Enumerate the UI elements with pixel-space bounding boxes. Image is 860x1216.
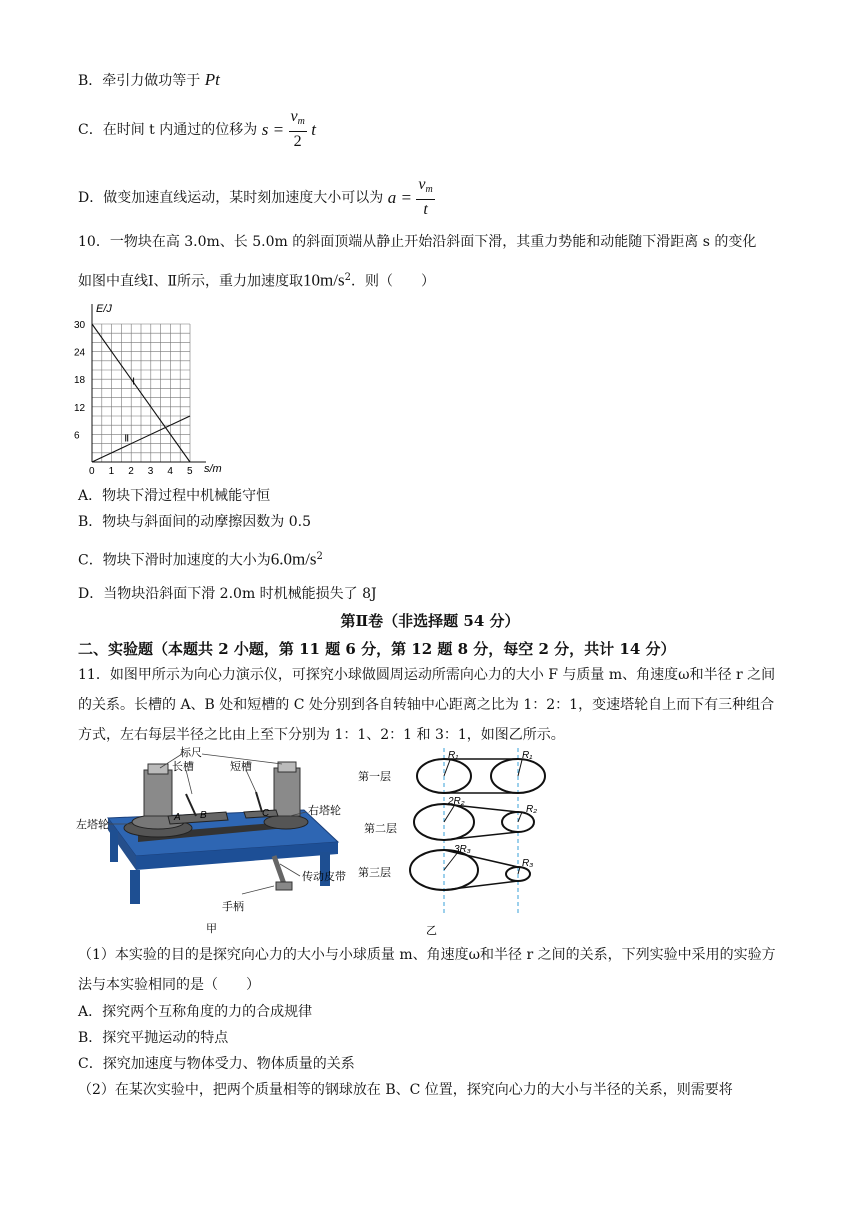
caption-yi: 乙: [426, 925, 437, 937]
series-label-1: Ⅰ: [132, 376, 136, 388]
q11-part1: （1）本实验的目的是探究向心力的大小与小球质量 m、角速度ω和半径 r 之间的关系，下列实验中采用的实验方法与本实验相同的是（ ）: [78, 947, 776, 993]
q10-option-d: D．当物块沿斜面下滑 2.0m 时机械能损失了 8J: [78, 586, 377, 602]
y-tick-label: 30: [74, 320, 86, 331]
y-tick-label: 12: [74, 402, 86, 414]
x-tick-label: 5: [187, 466, 193, 477]
label-c: C: [262, 808, 270, 819]
layer-3-label: 第三层: [358, 867, 391, 879]
q9-option-d-fraction: $\frac{v_m}{t}$: [418, 176, 433, 218]
q10-option-c: C．物块下滑时加速度的大小为$6.0m/s^2$: [78, 549, 323, 569]
right-radius-2: R₂: [526, 804, 538, 815]
label-belt: 传动皮带: [302, 871, 346, 883]
caption-jia: 甲: [206, 923, 217, 935]
layer-2-label: 第二层: [364, 823, 397, 835]
q10-option-a: A．物块下滑过程中机械能守恒: [78, 488, 271, 504]
x-tick-label: 2: [128, 466, 134, 477]
left-radius-3: 3R₃: [454, 844, 471, 855]
right-radius-1: R₁: [522, 750, 533, 761]
q11-part1-option-c: C．探究加速度与物体受力、物体质量的关系: [78, 1056, 355, 1072]
chart-axes: [92, 304, 206, 462]
label-handle: 手柄: [222, 901, 244, 913]
label-long-slot: 长槽: [172, 761, 194, 773]
chart-x-axis-label: s/m: [204, 463, 222, 475]
y-tick-label: 18: [74, 375, 86, 387]
label-short-slot: 短槽: [230, 761, 252, 773]
y-tick-label: 6: [74, 430, 80, 442]
q11-part1-option-b: B．探究平抛运动的特点: [78, 1030, 229, 1046]
q9-option-c-fraction: $\frac{v_m}{2}$: [290, 108, 305, 150]
layer-1-label: 第一层: [358, 771, 391, 783]
q11-part1-option-a: A．探究两个互称角度的力的合成规律: [78, 1004, 313, 1020]
series-label-2: Ⅱ: [124, 433, 130, 445]
left-radius-1: R₁: [448, 750, 459, 761]
y-tick-label: 24: [74, 347, 86, 359]
tower-wheel-layers-figure: [350, 746, 570, 938]
q9-option-b-formula: Pt: [204, 70, 220, 89]
x-tick-label: 4: [167, 466, 173, 477]
x-tick-label: 3: [147, 466, 154, 477]
label-a: A: [174, 812, 181, 823]
label-right-wheel: 右塔轮: [308, 805, 341, 817]
centripetal-force-apparatus-figure: [76, 746, 356, 936]
label-b: B: [200, 810, 207, 821]
section-title: 第Ⅱ卷（非选择题 54 分）: [340, 612, 520, 630]
left-radius-2: 2R₂: [448, 796, 465, 807]
label-left-wheel: 左塔轮: [76, 819, 109, 831]
q11-stem: 11．如图甲所示为向心力演示仪，可探究小球做圆周运动所需向心力的大小 F 与质量 m、角速度ω和半径 r 之间的关系。长槽的 A、B 处和短槽的 C 处分别到各自转轴中心距离之比为 1：2：1，变速塔轮自上而下有三种组合方式，左右每层半径之比由上至下分别为 1：1、2：1 和 3：1，如图乙所示。: [78, 667, 776, 743]
q10-option-b: B．物块与斜面间的动摩擦因数为 0.5: [78, 514, 312, 530]
q10-stem-line2: 如图中直线Ⅰ、Ⅱ所示，重力加速度取$10m/s^2$．则（ ）: [78, 270, 435, 290]
q11-part2: （2）在某次实验中，把两个质量相等的钢球放在 B、C 位置，探究向心力的大小与半径的关系，则需要将: [78, 1082, 733, 1098]
q9-option-b: B．牵引力做功等于 Pt: [78, 70, 220, 89]
right-radius-3: R₃: [522, 858, 534, 869]
label-ruler: 标尺: [180, 747, 202, 759]
q9-option-c: C．在时间 t 内通过的位移为 s = $\frac{v_m}{2}$ t: [78, 108, 317, 150]
section-heading: 二、实验题（本题共 2 小题，第 11 题 6 分，第 12 题 8 分，每空 2 分，共计 14 分）: [78, 640, 676, 658]
chart-y-axis-label: E/J: [96, 303, 112, 315]
energy-distance-chart: [70, 300, 240, 480]
x-tick-label: 1: [108, 466, 115, 477]
q10-stem-line1: 10．一物块在高 3.0m、长 5.0m 的斜面顶端从静止开始沿斜面下滑，其重力势能和动能随下滑距离 s 的变化: [78, 234, 757, 250]
x-tick-label: 0: [89, 466, 95, 477]
q9-option-d: D．做变加速直线运动，某时刻加速度大小可以为 a = $\frac{v_m}{t}$: [78, 176, 433, 218]
